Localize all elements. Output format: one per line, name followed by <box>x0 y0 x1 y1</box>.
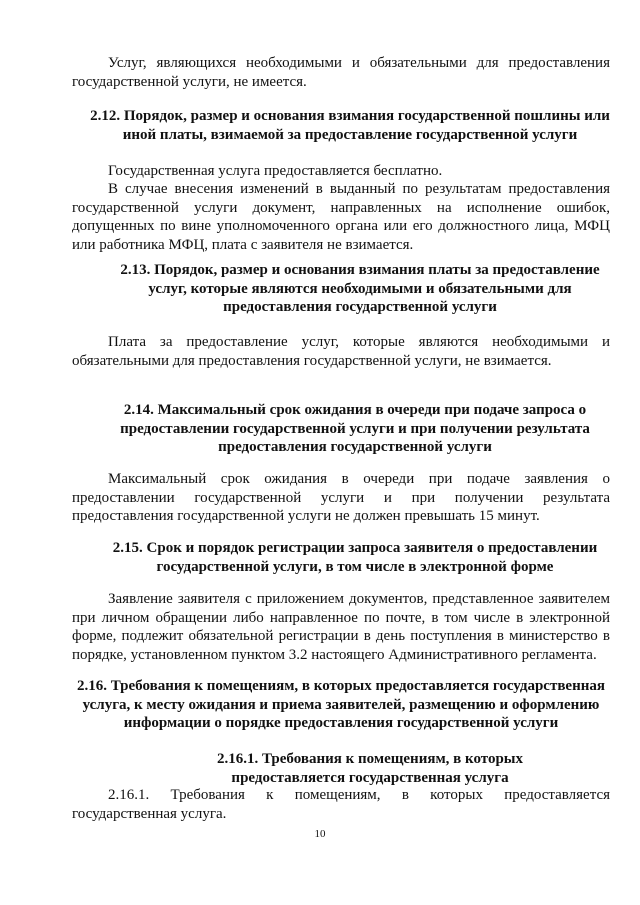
paragraph-2-16-1: 2.16.1. Требования к помещениям, в которых предоставляется государственная услуга. <box>72 787 610 822</box>
heading-2-15: 2.15. Срок и порядок регистрации запроса заявителя о предоставлении государственной услуги, в том числе в электронной форме <box>112 540 598 575</box>
paragraph-services-none: Услуг, являющихся необходимыми и обязательными для предоставления государственной услуги, не имеется. <box>72 55 610 90</box>
heading-2-13: 2.13. Порядок, размер и основания взимания платы за предоставление услуг, которые являются необходимыми и обязательными для предоставления государственной услуги <box>120 262 600 315</box>
paragraph-no-fee-for-corrections: В случае внесения изменений в выданный по результатам предоставления государственной услуги документ, направленных на исполнение ошибок, допущенных по вине уполномоченного органа или его должностного лица, МФЦ или работника МФЦ, плата с заявителя не взимается. <box>72 181 610 253</box>
paragraph-free-of-charge: Государственная услуга предоставляется бесплатно. <box>108 163 443 179</box>
heading-2-16-1: 2.16.1. Требования к помещениям, в которых предоставляется государственная услуга <box>217 751 523 786</box>
paragraph-max-wait-time: Максимальный срок ожидания в очереди при подаче заявления о предоставлении государственной услуги и при получении результата предоставления государственной услуги не должен превышать 15 минут. <box>72 471 610 524</box>
heading-2-14: 2.14. Максимальный срок ожидания в очереди при подаче запроса о предоставлении государственной услуги и при получении результата предоставления государственной услуги <box>120 402 590 455</box>
page-number: 10 <box>314 828 326 840</box>
paragraph-no-fee-for-services: Плата за предоставление услуг, которые являются необходимыми и обязательными для предоставления государственной услуги, не взимается. <box>72 334 610 369</box>
heading-2-16: 2.16. Требования к помещениям, в которых предоставляется государственная услуга, к месту ожидания и приема заявителей, размещению и оформлению информации о порядке предоставления государственной услуги <box>77 678 605 731</box>
paragraph-registration: Заявление заявителя с приложением документов, представленное заявителем при личном обращении либо направленное по почте, в том числе в электронной форме, подлежит обязательной регистрации в день поступления в министерство в порядке, установленном пунктом 3.2 настоящего Административного регламента. <box>72 591 610 663</box>
heading-2-12: 2.12. Порядок, размер и основания взимания государственной пошлины или иной платы, взимаемой за предоставление государственной услуги <box>90 108 610 143</box>
